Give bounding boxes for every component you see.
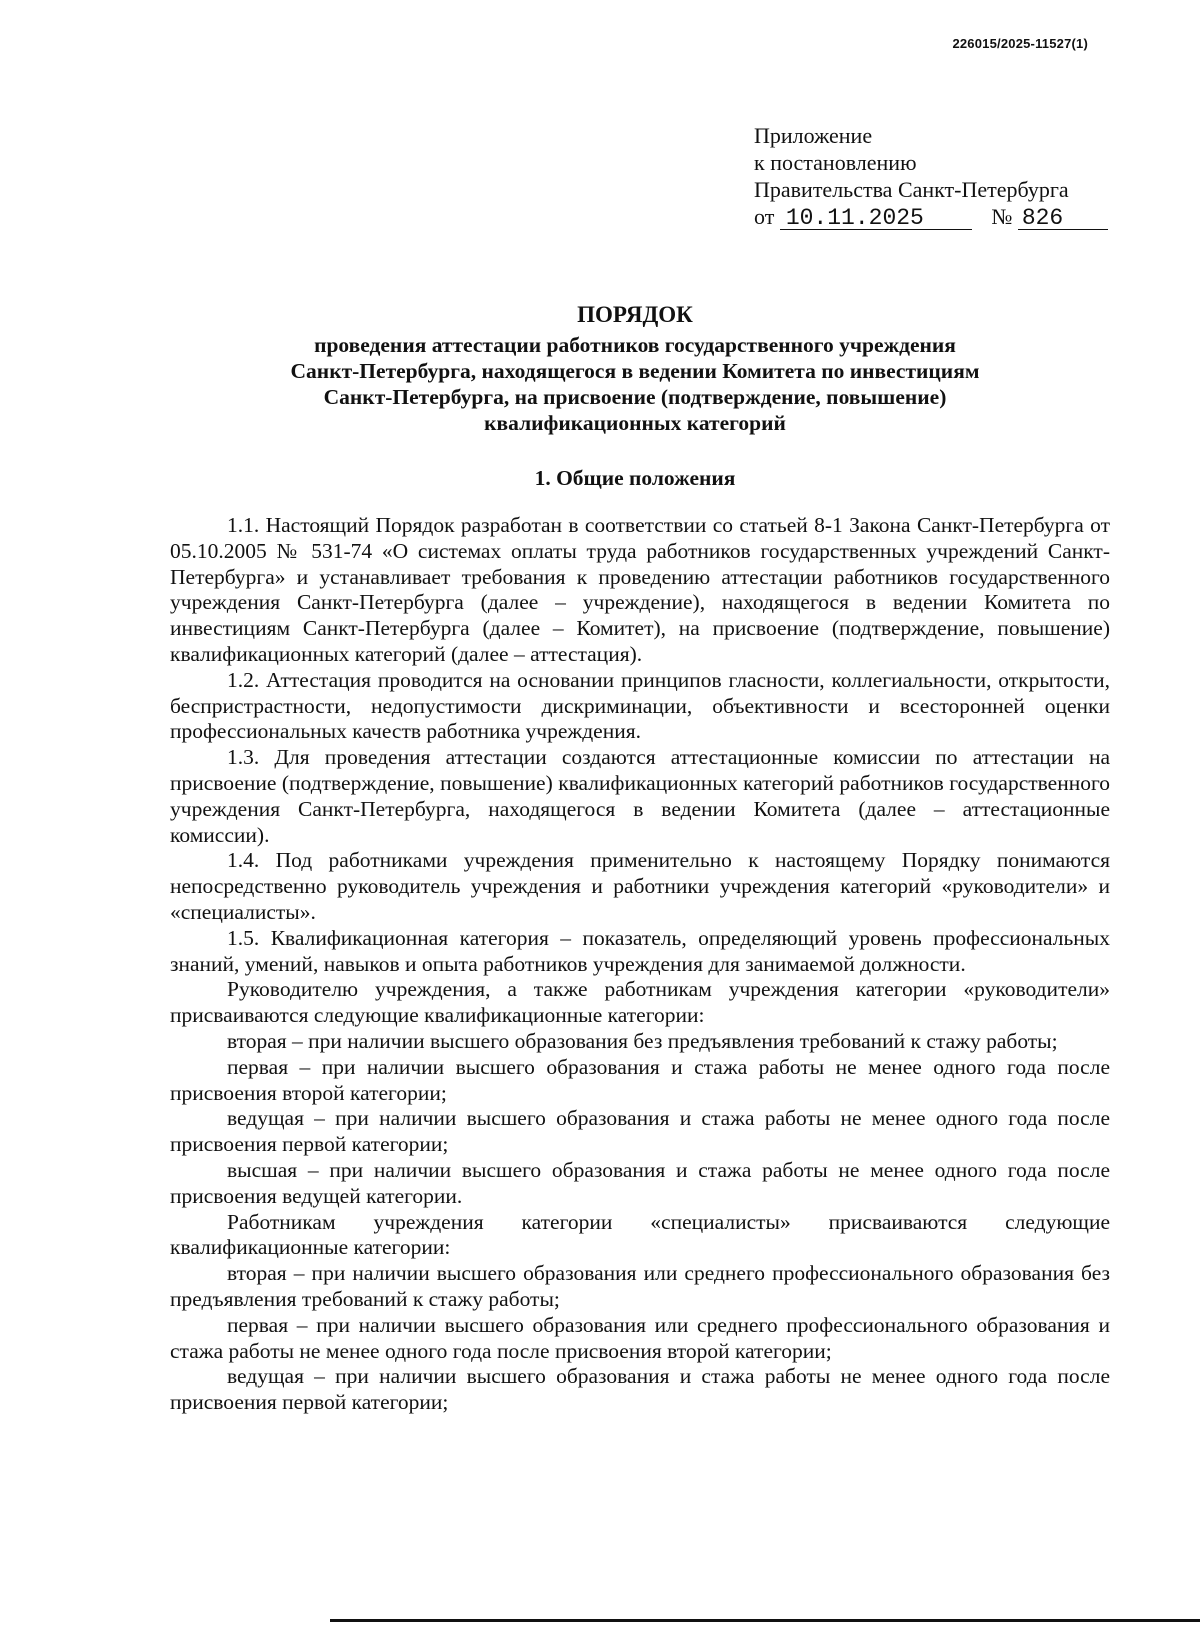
paragraph: 1.3. Для проведения аттестации создаются аттестационные комиссии по аттестации на присвоение (подтверждение, повышение) квалификационных категорий работников государственного учреждения Санкт-Петербурга, находящегося в ведении Комитета (далее – аттестационные комиссии).: [170, 745, 1110, 847]
paragraph: ведущая – при наличии высшего образования и стажа работы не менее одного года после присвоения первой категории;: [170, 1364, 1110, 1415]
document-subtitle-line-4: квалификационных категорий: [484, 411, 786, 435]
appendix-block: [754, 122, 1108, 230]
document-subtitle-line-2: Санкт-Петербурга, находящегося в ведении Комитета по инвестициям: [290, 359, 980, 383]
paragraph: 1.2. Аттестация проводится на основании принципов гласности, коллегиальности, открытости, беспристрастности, недопустимости дискриминации, объективности и всесторонней оценки профессиональных качеств работника учреждения.: [170, 667, 1110, 744]
paragraph: 1.1. Настоящий Порядок разработан в соответствии со статьей 8-1 Закона Санкт-Петербурга от 05.10.2005 № 531-74 «О системах оплаты труда работников государственных учреждений Санкт-Петербурга» и устанавливает требования к проведению аттестации работников государственного учреждения Санкт-Петербурга (далее – учреждение), находящегося в ведении Комитета по инвестициям Санкт-Петербурга (далее – Комитет), на присвоение (подтверждение, повышение) квалификационных категорий (далее – аттестация).: [170, 513, 1110, 666]
appendix-date-line: [754, 203, 1108, 230]
paragraph: вторая – при наличии высшего образования или среднего профессионального образования без предъявления требований к стажу работы;: [170, 1261, 1110, 1311]
scan-edge-line: [330, 1619, 1200, 1622]
appendix-number-sign: №: [991, 204, 1013, 229]
appendix-number: 826: [1018, 207, 1108, 230]
paragraph: вторая – при наличии высшего образования без предъявления требований к стажу работы;: [227, 1028, 1058, 1053]
paragraph: первая – при наличии высшего образования и стажа работы не менее одного года после присвоения второй категории;: [170, 1054, 1110, 1105]
paragraph: 1.4. Под работниками учреждения применительно к настоящему Порядку понимаются непосредственно руководитель учреждения и работники учреждения категорий «руководители» и «специалисты».: [170, 848, 1110, 924]
document-subtitle-line-1: проведения аттестации работников государственного учреждения: [314, 333, 956, 357]
paragraph: ведущая – при наличии высшего образования и стажа работы не менее одного года после присвоения первой категории;: [170, 1106, 1110, 1157]
appendix-date: 10.11.2025: [780, 207, 972, 230]
paragraph: первая – при наличии высшего образования или среднего профессионального образования и стажа работы не менее одного года после присвоения второй категории;: [170, 1312, 1110, 1363]
paragraph: Руководителю учреждения, а также работникам учреждения категории «руководители» присваиваются следующие квалификационные категории:: [170, 977, 1110, 1028]
paragraph: высшая – при наличии высшего образования и стажа работы не менее одного года после присвоения ведущей категории.: [170, 1157, 1110, 1208]
document-body: [170, 513, 1110, 1416]
paragraph: 1.5. Квалификационная категория – показатель, определяющий уровень профессиональных знаний, умений, навыков и опыта работников учреждения для занимаемой должности.: [170, 925, 1110, 976]
document-subtitle-line-3: Санкт-Петербурга, на присвоение (подтверждение, повышение): [323, 385, 947, 409]
document-title: ПОРЯДОК: [577, 302, 693, 327]
appendix-line-1: Приложение: [754, 123, 873, 148]
document-registration-number: 226015/2025-11527(1): [952, 36, 1088, 51]
appendix-from-label: от: [754, 204, 775, 229]
appendix-line-3: Правительства Санкт-Петербурга: [754, 177, 1069, 202]
paragraph: Работникам учреждения категории «специалисты» присваиваются следующие квалификационные категории:: [170, 1209, 1110, 1260]
appendix-line-2: к постановлению: [754, 150, 917, 175]
section-title: 1. Общие положения: [534, 466, 736, 490]
document-heading: [170, 302, 1100, 436]
